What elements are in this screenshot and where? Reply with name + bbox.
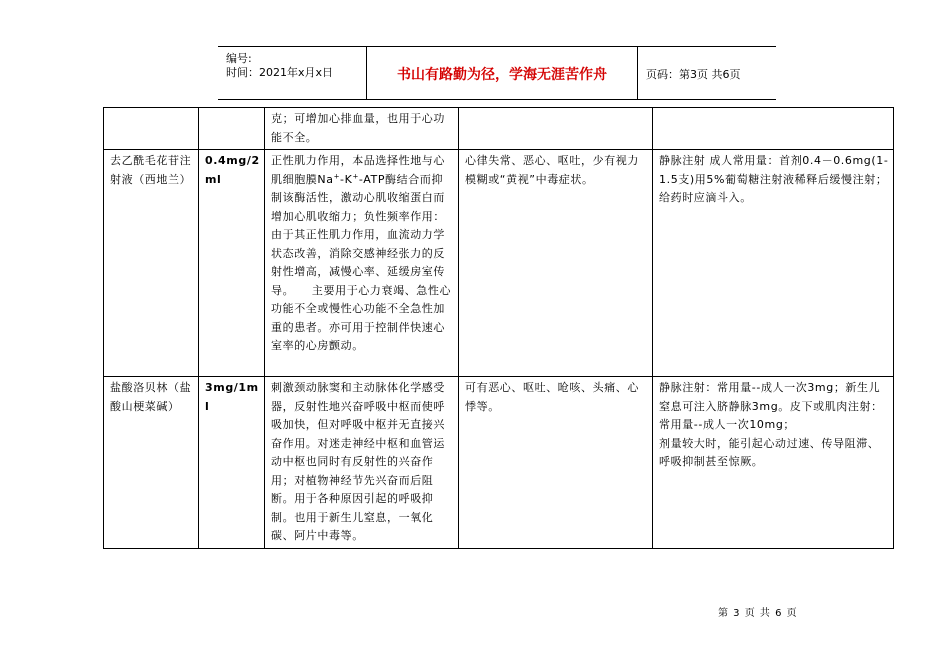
drug-name-cell: 去乙酰毛花苷注射液（西地兰） (104, 150, 199, 377)
drug-table (103, 107, 894, 549)
serial-label: 编号: (226, 52, 252, 65)
action-cell: 克；可增加心排血量，也用于心功能不全。 (265, 108, 459, 150)
table-row (104, 377, 894, 549)
header-page-cell (638, 47, 776, 99)
dose-cell: 3mg/1ml (199, 377, 265, 549)
motto-text: 书山有路勤为径，学海无涯苦作舟 (397, 67, 607, 83)
usage-text: 静脉注射：常用量--成人一次3mg；新生儿窒息可注入脐静脉3mg。皮下或肌肉注射：常用量--成人一次10mg； (659, 381, 883, 431)
adverse-cell: 心律失常、恶心、呕吐，少有视力模糊或“黄视”中毒症状。 (459, 150, 653, 377)
table-cell (104, 108, 199, 150)
time-label: 时间：2021年x月x日 (226, 66, 334, 79)
adverse-cell: 可有恶心、呕吐、呛咳、头痛、心悸等。 (459, 377, 653, 549)
usage-text: 剂量较大时，能引起心动过速、传导阻滞、呼吸抑制甚至惊厥。 (659, 436, 880, 468)
header-motto-cell (366, 47, 638, 99)
header-meta-cell (218, 47, 366, 99)
footer-page-number: 第 3 页 共 6 页 (718, 608, 798, 619)
action-cell: 刺激颈动脉窦和主动脉体化学感受器，反射性地兴奋呼吸中枢而使呼吸加快，但对呼吸中枢并无直接兴奋作用。对迷走神经中枢和血管运动中枢也同时有反射性的兴奋作用；对植物神经节先兴奋而后阻断。用于各种原因引起的呼吸抑制。也用于新生儿窒息，一氧化碳、阿片中毒等。 (265, 377, 459, 549)
dose-cell: 0.4mg/2ml (199, 150, 265, 377)
table-cell (459, 108, 653, 150)
page-number-label: 页码：第3页 共6页 (646, 68, 741, 81)
superscript: + (333, 171, 341, 180)
drug-name-cell: 盐酸洛贝林（盐酸山梗菜碱） (104, 377, 199, 549)
document-header (218, 46, 776, 100)
table-cell (653, 108, 894, 150)
action-text: 正性肌力作用，本品选择性地与心肌细胞膜Na (271, 154, 445, 186)
usage-cell: 静脉注射 成人常用量：首剂0.4－0.6mg(1-1.5支)用5%葡萄糖注射液稀释后缓慢注射；给药时应滴斗入。 (653, 150, 894, 377)
action-text: -K (340, 172, 353, 186)
table-cell (199, 108, 265, 150)
usage-cell (653, 377, 894, 549)
table-row (104, 108, 894, 150)
action-cell (265, 150, 459, 377)
action-text: -ATP酶结合而抑制该酶活性，激动心肌收缩蛋白而增加心肌收缩力；负性频率作用：由于其正性肌力作用，血流动力学状态改善，消除交感神经张力的反射性增高，减慢心率、延缓房室传导。 主要用于心力衰竭、急性心功能不全或慢性心功能不全急性加重的患者。亦可用于控制伴快速心室率的心房颤动。 (271, 172, 452, 352)
superscript: + (352, 171, 359, 180)
table-row (104, 150, 894, 377)
